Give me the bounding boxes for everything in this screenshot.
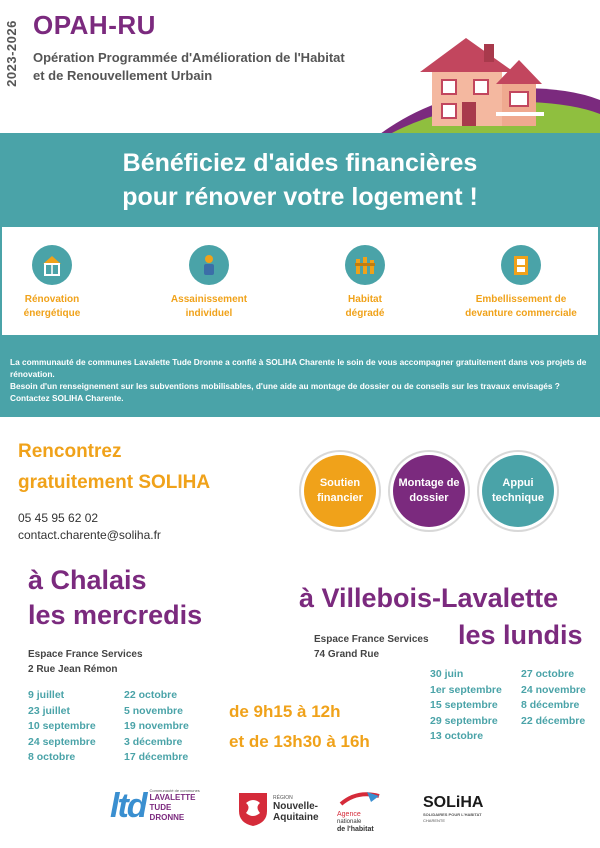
broken-fence-icon	[345, 245, 385, 285]
date-item: 29 septembre	[430, 714, 498, 727]
contact-email[interactable]: contact.charente@soliha.fr	[18, 528, 161, 542]
chalais-dates-col-2	[124, 688, 189, 766]
date-item: 5 novembre	[124, 704, 183, 717]
feature-habitat	[295, 245, 435, 321]
soliha-dept: CHARENTE	[423, 818, 446, 823]
anah-swoosh-icon	[337, 790, 383, 806]
subtitle-line-2: et de Renouvellement Urbain	[33, 68, 213, 83]
chalais-place-1: Espace France Services	[28, 649, 143, 660]
years-label: 2023-2026	[3, 20, 19, 87]
soliha-tag: SOLIDAIRES POUR L'HABITAT	[423, 812, 482, 817]
date-item: 8 octobre	[28, 751, 76, 763]
villebois-place-1: Espace France Services	[314, 634, 429, 645]
feature-label-1: Rénovation	[24, 294, 80, 305]
anah-line-2: nationale	[337, 819, 362, 825]
anah-logo	[337, 790, 383, 834]
ltd-line-3: DRONNE	[149, 813, 185, 822]
villebois-place-2: 74 Grand Rue	[314, 649, 380, 660]
house-illustration	[380, 30, 600, 134]
ltd-small: Communauté de communes	[149, 788, 200, 793]
date-item: 23 juillet	[28, 704, 71, 717]
region-logo	[237, 791, 319, 827]
worker-icon	[189, 245, 229, 285]
service-appui-technique	[482, 455, 554, 527]
ltd-line-1: LAVALETTE	[149, 793, 196, 802]
contact-phone[interactable]: 05 45 95 62 02	[18, 511, 99, 525]
ltd-line-2: TUDE	[149, 803, 172, 812]
region-shield-icon	[237, 791, 269, 827]
date-item: 15 septembre	[430, 699, 498, 711]
date-item: 3 décembre	[124, 735, 183, 748]
house-frame-icon	[32, 245, 72, 285]
date-item: 19 novembre	[124, 720, 189, 732]
chalais-dates-col-1	[28, 688, 96, 766]
date-item: 30 juin	[430, 668, 464, 680]
villebois-title-1: à Villebois-Lavalette	[299, 583, 559, 613]
service-label-2a: Montage de	[398, 477, 460, 489]
ltd-logo	[110, 788, 200, 823]
anah-line-3: de l'habitat	[337, 826, 374, 833]
date-item: 24 septembre	[28, 735, 96, 748]
contact-title-2: gratuitement SOLIHA	[18, 472, 211, 493]
soliha-name: SOLiHA	[423, 794, 484, 811]
info-paragraph-2: Besoin d'un renseignement sur les subventions mobilisables, d'une aide au montage de dossier ou de conseils sur les travaux envisagés ? Contactez SOLIHA Charente.	[10, 381, 560, 403]
service-montage-dossier	[393, 455, 465, 527]
headline	[0, 146, 600, 214]
chalais-title-1: à Chalais	[28, 565, 147, 595]
chalais-title-2: les mercredis	[28, 600, 203, 630]
feature-devanture	[451, 245, 591, 321]
subtitle-line-1: Opération Programmée d'Amélioration de l'Habitat	[33, 50, 345, 65]
date-item: 22 décembre	[521, 714, 586, 727]
date-item: 17 décembre	[124, 751, 189, 763]
date-item: 1er septembre	[430, 683, 502, 696]
feature-label-2: Assainissement	[170, 294, 248, 305]
feature-label-4b: devanture commerciale	[465, 308, 577, 319]
date-item: 22 octobre	[124, 689, 178, 701]
info-text	[10, 356, 590, 404]
feature-assainissement	[139, 245, 279, 321]
service-label-1b: financier	[317, 492, 363, 504]
date-item: 10 septembre	[28, 720, 96, 732]
soliha-logo	[423, 794, 483, 824]
villebois-title-2: les lundis	[458, 620, 583, 650]
region-line-1: Nouvelle-	[273, 801, 319, 812]
contact-title-1: Rencontrez	[18, 441, 122, 462]
hours-line-2: et de 13h30 à 16h	[229, 732, 370, 751]
villebois-dates-col-2	[521, 667, 586, 729]
feature-renovation	[0, 245, 122, 321]
feature-label-3b: dégradé	[345, 308, 385, 319]
brand-title: OPAH-RU	[33, 10, 156, 40]
service-label-2b: dossier	[409, 492, 449, 504]
service-label-3a: Appui	[502, 477, 534, 489]
feature-label-4: Embellissement de	[475, 294, 567, 305]
ltd-mark: ltd	[110, 786, 146, 825]
anah-line-1: Agence	[337, 811, 361, 818]
service-label-1a: Soutien	[319, 477, 361, 489]
info-paragraph-1: La communauté de communes Lavalette Tude Dronne a confié à SOLIHA Charente le soin de vous accompagner gratuitement dans vos projets de rénovation.	[10, 357, 587, 379]
region-line-2: Aquitaine	[273, 812, 319, 823]
date-item: 9 juillet	[28, 689, 65, 701]
feature-label-2b: individuel	[185, 308, 233, 319]
service-soutien-financier	[304, 455, 376, 527]
hours-line-1: de 9h15 à 12h	[229, 702, 341, 721]
chalais-place-2: 2 Rue Jean Rémon	[28, 664, 118, 675]
region-small: RÉGION	[273, 795, 293, 801]
date-item: 8 décembre	[521, 699, 580, 711]
date-item: 13 octobre	[430, 730, 484, 742]
headline-line-2: pour rénover votre logement !	[122, 183, 478, 211]
date-item: 24 novembre	[521, 683, 586, 696]
villebois-dates-col-1	[430, 667, 502, 745]
date-item: 27 octobre	[521, 668, 575, 680]
service-label-3b: technique	[492, 492, 544, 504]
feature-label-1b: énergétique	[23, 308, 81, 319]
window-icon	[501, 245, 541, 285]
headline-line-1: Bénéficiez d'aides financières	[122, 149, 478, 177]
feature-label-3: Habitat	[348, 294, 382, 305]
